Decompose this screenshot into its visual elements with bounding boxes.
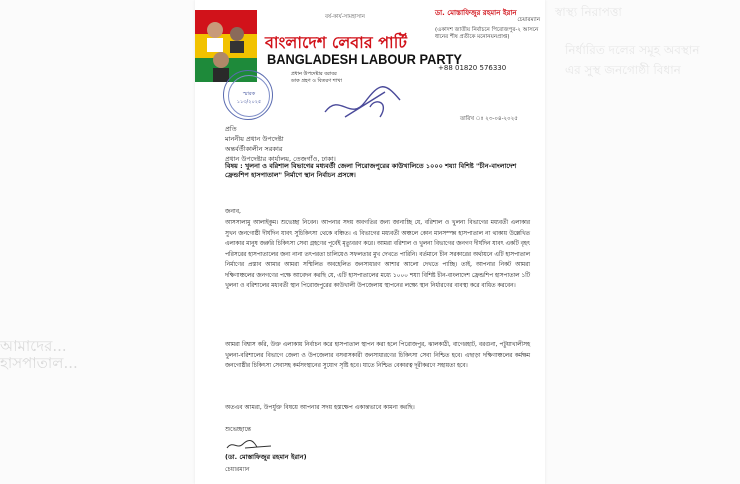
signature-icon [225, 438, 275, 452]
recipient-line: প্রতি [225, 125, 237, 133]
regards: শুভেচ্ছান্তে [225, 426, 252, 433]
stamp-signature-icon [315, 72, 415, 132]
background-text: এর সুস্থ জনগোষ্ঠী বিধান [565, 63, 681, 77]
recipient-line: অন্তর্বর্তীকালীন সরকার [225, 145, 283, 153]
body-paragraph: আসসালামু আলাইকুম। শুভেচ্ছা নিবেন। আপনার সদয় অবগতির জন্য জানাচ্ছি যে, বরিশাল ও খুলনা বিভাগের মধ্যবর্তী এলাকার সুখন জনগোষ্ঠী দীর্ঘদিন যাবৎ সুচিকিৎসা থেকে বঞ্চিত। এ বিভাগের মধ্যবর্তী অঞ্চলে কোন মানসম্পন্ন হাসপাতাল না থাকায় উল্লেখিত এলাকার মানুষ জরুরি চিকিৎসা সেবা গ্রহণের পূর্বেই মৃত্যুবরণ করে। আমরা বরিশাল ও খুলনা বিভাগের জনগণ দীর্ঘদিন যাবৎ একটি বৃহৎ পরিসরের হাসপাতালের জন্য নানা তৎপরতা চালিয়েও সফলতার মুখ দেখতে পারিনি। বর্তমানে চীন সরকারের অর্থায়নে এটি হাসপাতাল নির্মাণের প্রস্তাব আমার আমরা সম্মিলিত অবহেলিত জনসাধারণ আশার আলো দেখতে পাচ্ছি। তাই, আপনার নিকট আমরা দক্ষিণাঞ্চলের জনগণের পক্ষে আবেদন করছি যে, এটি হাসপাতালের মধ্যে ১০০০ শয্যা বিশিষ্ট চীন-বাংলাদেশ ফ্রেন্ডশিপ হাসপাতাল ১টি খুলনা ও বরিশালের মধ্যবর্তী স্থান পিরোজপুরের কাউখালী উপজেলায় স্থাপনের লক্ষ্যে স্থান নির্ধারণের ব্যবস্থা করে বাধিত করবেন। [225, 220, 530, 289]
letter-document [195, 0, 545, 484]
receiving-stamp-line: প্রধান উপদেষ্টার বরাবর [291, 71, 337, 77]
salutation: জনাব, [225, 208, 241, 215]
leader-title: চেয়ারম্যান [517, 17, 540, 23]
background-text: স্বাস্থ্য নিরাপত্তা [555, 5, 622, 19]
closing-request: অতএব আমরা, উপর্যুক্ত বিষয়ে আপনার সদয় হস্তক্ষেপ একান্তভাবে কামনা করছি। [225, 404, 415, 411]
receiving-stamp-line: ডাক গ্রহণ ও বিতরণ শাখা [291, 78, 342, 84]
leader-extra: (একাদশ জাতীয় নির্বাচনে পিরোজপুর-২ আসনে ধানের শীষ প্রতীকে মনোনয়নপ্রাপ্ত) [435, 27, 539, 40]
leader-info [435, 10, 540, 41]
letter-subject: বিষয় : খুলনা ও বরিশাল বিভাগের মধ্যবর্তী জেলা পিরোজপুরের কাউখালিতে ১০০০ শয্যা বিশিষ্ট "চীন-বাংলাদেশ ফ্রেন্ডশিপ হাসপাতাল" নির্মাণে স্থান নির্বাচন প্রসঙ্গে। [225, 162, 517, 179]
signatory-title: চেয়ারম্যান [225, 466, 250, 473]
seal-stamp [223, 70, 273, 120]
phone-number: +88 01820 576330 [438, 64, 507, 72]
background-text: আমাদের... [0, 337, 67, 355]
background-text: নির্ধারিত দলের সমূহ অবস্থান [565, 43, 700, 57]
seal-text: স্মারক ১১৩/২০২৫ [236, 91, 262, 105]
party-name-bengali: বাংলাদেশ লেবার পার্টি [265, 33, 407, 52]
background-text: হাসপাতাল... [0, 354, 78, 372]
leader-name: ডা. মোস্তাফিজুর রহমান ইরান [435, 9, 517, 17]
top-label: বর্ষ-কার্য-সামহাসান [325, 14, 365, 20]
recipient-address [225, 124, 336, 164]
recipient-line: প্রধান উপদেষ্টার কার্যালয়, তেজগাঁও, ঢাকা। [225, 155, 336, 163]
recipient-line: মাননীয় প্রধান উপদেষ্টা [225, 135, 284, 143]
letter-date: তারিখ ঃ ২৩-০৪-২০২৫ [460, 116, 518, 122]
body-paragraph: আমরা বিশ্বাস করি, উক্ত এলাকায় নির্বাচন করে হাসপাতাল স্থাপন করা হলে পিরোজপুর, ঝালকাঠী, বাগেরহাট, বরগুনা, পটুয়াখালীসহ খুলনা-বরিশালের বিভাগে জেলা ও উপজেলার বসবাসকারী জনসাধারণের চিকিৎসা সেবা নিশ্চিত হবে। এছাড়া দক্ষিণাঞ্চলের কর্মক্ষম জনগোষ্ঠীর চিকিৎসা সেবাসহ কর্মসংস্থানের সুযোগ সৃষ্টি হবে। যাতে নিশ্চিত বেকারত্ব দূরীকরণে সহায়তা হবে। [225, 342, 530, 369]
background-right-panel [545, 0, 740, 484]
party-name-english: BANGLADESH LABOUR PARTY [267, 52, 462, 67]
signatory-name: (ডা. মোস্তাফিজুর রহমান ইরান) [225, 453, 307, 461]
background-left-panel [0, 0, 195, 484]
